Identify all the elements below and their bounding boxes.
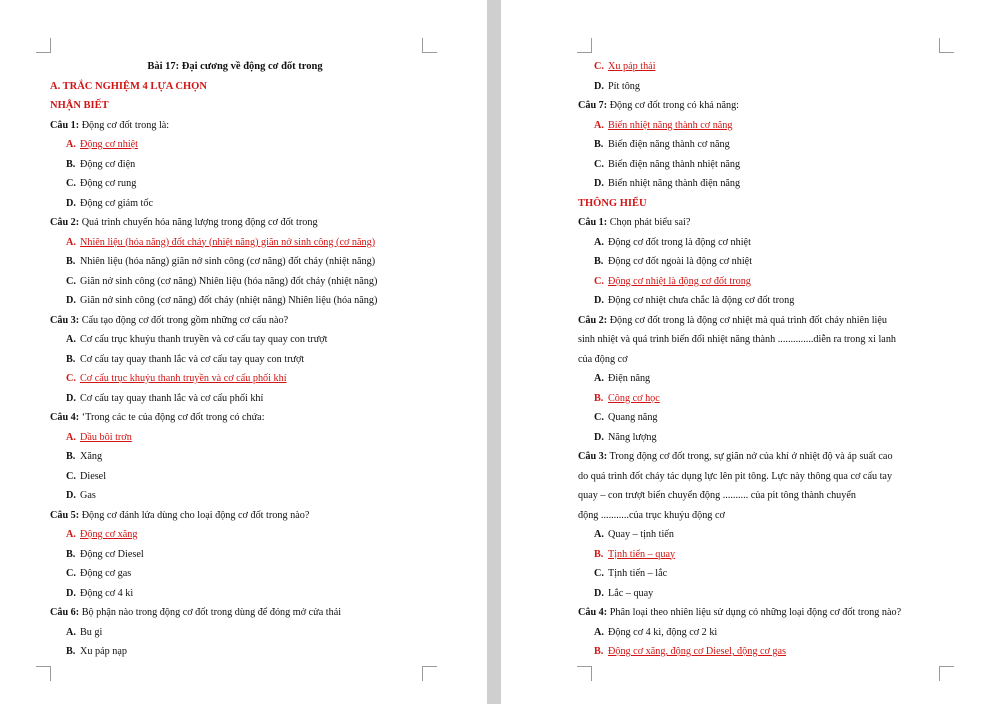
question — [50, 603, 420, 623]
option-letter: A. — [66, 334, 76, 345]
option-letter: B. — [594, 646, 604, 657]
question-text: Động cơ đánh lửa dùng cho loại động cơ đốt trong nào? — [79, 509, 310, 521]
option-letter: A. — [594, 119, 604, 131]
answer-option[interactable] — [50, 447, 420, 467]
question-text-line: Động cơ đốt trong là động cơ nhiệt mà quá trình đốt cháy nhiên liệu — [607, 314, 887, 326]
answer-option[interactable] — [50, 252, 420, 272]
question — [578, 213, 939, 233]
option-letter: B. — [66, 451, 76, 462]
option-letter: B. — [594, 256, 604, 267]
question-text: Bộ phận nào trong động cơ đốt trong dùng để đóng mở cửa thải — [79, 607, 342, 618]
answer-option[interactable] — [50, 389, 420, 409]
answer-option[interactable] — [578, 174, 939, 194]
option-letter: D. — [66, 392, 76, 404]
option-text: Động cơ đốt trong là động cơ nhiệt — [608, 236, 751, 248]
level-heading: NHẬN BIẾT — [50, 100, 109, 111]
option-letter: B. — [594, 139, 604, 150]
question-label: Câu 4: — [50, 412, 80, 423]
question-text: Động cơ đốt trong là: — [79, 119, 170, 131]
question — [50, 213, 420, 233]
option-text: Động cơ xăng — [80, 529, 138, 540]
option-letter: C. — [66, 568, 76, 579]
option-letter: B. — [594, 392, 604, 404]
option-letter: B. — [66, 646, 76, 657]
question-text: Quá trình chuyển hóa năng lượng trong động cơ đốt trong — [79, 217, 318, 228]
option-text: Bu gi — [80, 626, 103, 638]
option-text: Lắc – quay — [608, 587, 654, 599]
option-text: Quang năng — [608, 412, 658, 423]
question-label: Câu 2: — [50, 217, 80, 228]
option-text: Động cơ nhiệt là động cơ đốt trong — [608, 275, 751, 287]
answer-option[interactable] — [578, 291, 939, 311]
page-gutter — [487, 0, 501, 704]
option-letter: A. — [594, 236, 604, 248]
option-letter: B. — [66, 256, 76, 267]
question — [50, 116, 420, 136]
option-letter: C. — [594, 275, 604, 287]
option-text: Giãn nở sinh công (cơ năng) Nhiên liệu (hóa năng) đốt cháy (nhiệt năng) — [80, 275, 378, 287]
question-text-line: quay – con trượt biến chuyển động .......... của pit tông thành chuyển — [578, 490, 856, 501]
answer-option-correct[interactable] — [578, 272, 939, 292]
question-label: Câu 1: — [578, 217, 608, 228]
option-text: Động cơ nhiệt chưa chắc là động cơ đốt trong — [608, 295, 795, 306]
option-letter: D. — [594, 80, 604, 92]
corner-mark — [939, 666, 954, 681]
option-text: Tịnh tiến – quay — [608, 548, 676, 560]
question-text-line: động ...........của trục khuỷu động cơ — [578, 509, 725, 521]
answer-option[interactable] — [50, 584, 420, 604]
corner-mark — [422, 38, 437, 53]
answer-option[interactable] — [50, 174, 420, 194]
option-text: Động cơ nhiệt — [80, 139, 139, 150]
corner-mark — [939, 38, 954, 53]
option-letter: B. — [66, 353, 76, 365]
question-label: Câu 7: — [578, 100, 608, 111]
question-text-line: do quá trình đốt cháy tác dụng lực lên pit tông. Lực này thông qua cơ cấu tay — [578, 470, 893, 482]
question-text: Cấu tạo động cơ đốt trong gồm những cơ cấu nào? — [79, 314, 289, 326]
question — [50, 506, 420, 526]
section-heading: A. TRẮC NGHIỆM 4 LỰA CHỌN — [50, 80, 207, 92]
option-text: Điện năng — [608, 373, 651, 384]
corner-mark — [36, 666, 51, 681]
question-text: Động cơ đốt trong có khả năng: — [607, 100, 740, 111]
option-letter: C. — [66, 470, 76, 482]
option-text: Động cơ xăng, động cơ Diesel, động cơ gas — [608, 646, 786, 657]
document-title: Bài 17: Đại cương về động cơ đốt trong — [147, 61, 323, 72]
option-letter: D. — [66, 295, 76, 306]
option-text: Động cơ Diesel — [80, 548, 144, 560]
question — [578, 311, 939, 331]
option-text: Cơ cấu trục khuỷu thanh truyền và cơ cấu tay quay con trượt — [80, 334, 328, 345]
question-text: Chọn phát biểu sai? — [607, 217, 691, 228]
option-text: Động cơ đốt ngoài là động cơ nhiệt — [608, 256, 753, 267]
option-letter: D. — [594, 431, 604, 443]
option-text: Động cơ 4 kì — [80, 587, 134, 599]
answer-option-correct[interactable] — [578, 57, 939, 77]
option-text: Xu páp thải — [608, 61, 656, 72]
answer-option[interactable] — [578, 135, 939, 155]
answer-option[interactable] — [50, 486, 420, 506]
page-right — [501, 0, 1008, 704]
option-text: Động cơ giảm tốc — [80, 197, 154, 209]
question — [578, 603, 939, 623]
answer-option[interactable] — [50, 545, 420, 565]
option-text: Tịnh tiến – lắc — [608, 568, 668, 579]
option-text: Gas — [80, 490, 96, 501]
answer-option-correct[interactable] — [50, 428, 420, 448]
corner-mark — [577, 38, 592, 53]
level-heading: THÔNG HIỂU — [578, 197, 647, 209]
answer-option[interactable] — [578, 155, 939, 175]
question — [578, 96, 939, 116]
option-letter: A. — [66, 529, 76, 540]
question-label: Câu 2: — [578, 314, 608, 326]
option-letter: C. — [594, 568, 604, 579]
answer-option[interactable] — [578, 252, 939, 272]
option-letter: A. — [594, 626, 604, 638]
answer-option-correct[interactable] — [578, 642, 939, 662]
answer-option-correct[interactable] — [50, 135, 420, 155]
option-letter: D. — [594, 587, 604, 599]
question-label: Câu 4: — [578, 607, 608, 618]
answer-option[interactable] — [50, 330, 420, 350]
answer-option[interactable] — [50, 272, 420, 292]
option-letter: A. — [66, 139, 76, 150]
question-text: ‘Trong các te của động cơ đốt trong có chứa: — [79, 412, 265, 423]
question-label: Câu 6: — [50, 607, 80, 618]
answer-option[interactable] — [578, 584, 939, 604]
answer-option[interactable] — [578, 564, 939, 584]
option-text: Động cơ 4 kì, động cơ 2 kì — [608, 626, 718, 638]
option-text: Biến điện năng thành cơ năng — [608, 139, 730, 150]
answer-option-correct[interactable] — [578, 389, 939, 409]
option-letter: A. — [66, 431, 76, 443]
option-text: Nhiên liệu (hóa năng) giãn nở sinh công (cơ năng) đốt cháy (nhiệt năng) — [80, 256, 376, 267]
answer-option-correct[interactable] — [50, 525, 420, 545]
question-text-line: sinh nhiệt và quá trình biến đổi nhiệt năng thành ..............diễn ra trong xi lanh — [578, 334, 897, 345]
question-label: Câu 1: — [50, 119, 80, 131]
option-text: Biến nhiệt năng thành cơ năng — [608, 119, 733, 131]
answer-option[interactable] — [578, 369, 939, 389]
answer-option[interactable] — [578, 623, 939, 643]
question — [50, 311, 420, 331]
option-letter: B. — [66, 158, 76, 170]
option-text: Xu páp nạp — [80, 646, 127, 657]
answer-option-correct[interactable] — [578, 545, 939, 565]
answer-option-correct[interactable] — [50, 233, 420, 253]
option-letter: B. — [594, 548, 604, 560]
answer-option[interactable] — [50, 623, 420, 643]
answer-option[interactable] — [578, 428, 939, 448]
option-letter: D. — [594, 178, 604, 189]
answer-option[interactable] — [50, 467, 420, 487]
option-text: Giãn nở sinh công (cơ năng) đốt cháy (nhiệt năng) Nhiên liệu (hóa năng) — [80, 295, 378, 306]
option-letter: A. — [66, 236, 76, 248]
answer-option[interactable] — [578, 77, 939, 97]
option-text: Cơ cấu trục khuỷu thanh truyền và cơ cấu phối khí — [80, 373, 287, 384]
option-text: Biến nhiệt năng thành điện năng — [608, 178, 741, 189]
option-text: Động cơ rung — [80, 178, 137, 189]
option-letter: D. — [66, 490, 76, 501]
option-text: Nhiên liệu (hóa năng) đốt cháy (nhiệt năng) giãn nở sinh công (cơ năng) — [80, 236, 376, 248]
answer-option[interactable] — [50, 155, 420, 175]
answer-option[interactable] — [50, 564, 420, 584]
option-letter: D. — [594, 295, 604, 306]
option-text: Dầu bôi trơn — [80, 431, 132, 443]
option-letter: C. — [66, 275, 76, 287]
question-label: Câu 3: — [50, 314, 80, 326]
corner-mark — [36, 38, 51, 53]
question-text-line: của động cơ — [578, 353, 628, 365]
corner-mark — [422, 666, 437, 681]
option-text: Cơ cấu tay quay thanh lắc và cơ cấu tay quay con trượt — [80, 353, 305, 365]
option-text: Động cơ điện — [80, 158, 136, 170]
answer-option[interactable] — [50, 194, 420, 214]
page-left — [0, 0, 487, 704]
answer-option[interactable] — [578, 408, 939, 428]
option-text: Xăng — [80, 451, 103, 462]
answer-option-correct[interactable] — [578, 116, 939, 136]
option-letter: B. — [66, 548, 76, 560]
question-text: Phân loại theo nhiên liệu sử dụng có những loại động cơ đốt trong nào? — [607, 607, 902, 618]
answer-option[interactable] — [578, 525, 939, 545]
option-text: Quay – tịnh tiến — [608, 529, 674, 540]
answer-option[interactable] — [50, 350, 420, 370]
option-letter: D. — [66, 197, 76, 209]
answer-option[interactable] — [50, 291, 420, 311]
corner-mark — [577, 666, 592, 681]
option-text: Cơ cấu tay quay thanh lắc và cơ cấu phối khí — [80, 392, 264, 404]
option-text: Công cơ học — [608, 392, 660, 404]
question-text-line: Trong động cơ đốt trong, sự giãn nở của khí ở nhiệt độ và áp suất cao — [607, 451, 893, 462]
question-label: Câu 3: — [578, 451, 608, 462]
option-letter: D. — [66, 587, 76, 599]
option-text: Động cơ gas — [80, 568, 132, 579]
option-text: Diesel — [80, 470, 107, 482]
question — [50, 408, 420, 428]
option-letter: A. — [66, 626, 76, 638]
question — [578, 447, 939, 467]
page-content — [578, 57, 939, 662]
option-text: Pít tông — [608, 80, 640, 92]
question-label: Câu 5: — [50, 509, 80, 521]
answer-option-correct[interactable] — [50, 369, 420, 389]
option-letter: C. — [66, 373, 76, 384]
option-letter: C. — [594, 61, 604, 72]
answer-option[interactable] — [578, 233, 939, 253]
option-text: Biến điện năng thành nhiệt năng — [608, 158, 741, 170]
option-text: Năng lượng — [608, 431, 657, 443]
option-letter: A. — [594, 373, 604, 384]
option-letter: A. — [594, 529, 604, 540]
option-letter: C. — [594, 158, 604, 170]
answer-option[interactable] — [50, 642, 420, 662]
option-letter: C. — [594, 412, 604, 423]
option-letter: C. — [66, 178, 76, 189]
page-content — [50, 57, 420, 662]
